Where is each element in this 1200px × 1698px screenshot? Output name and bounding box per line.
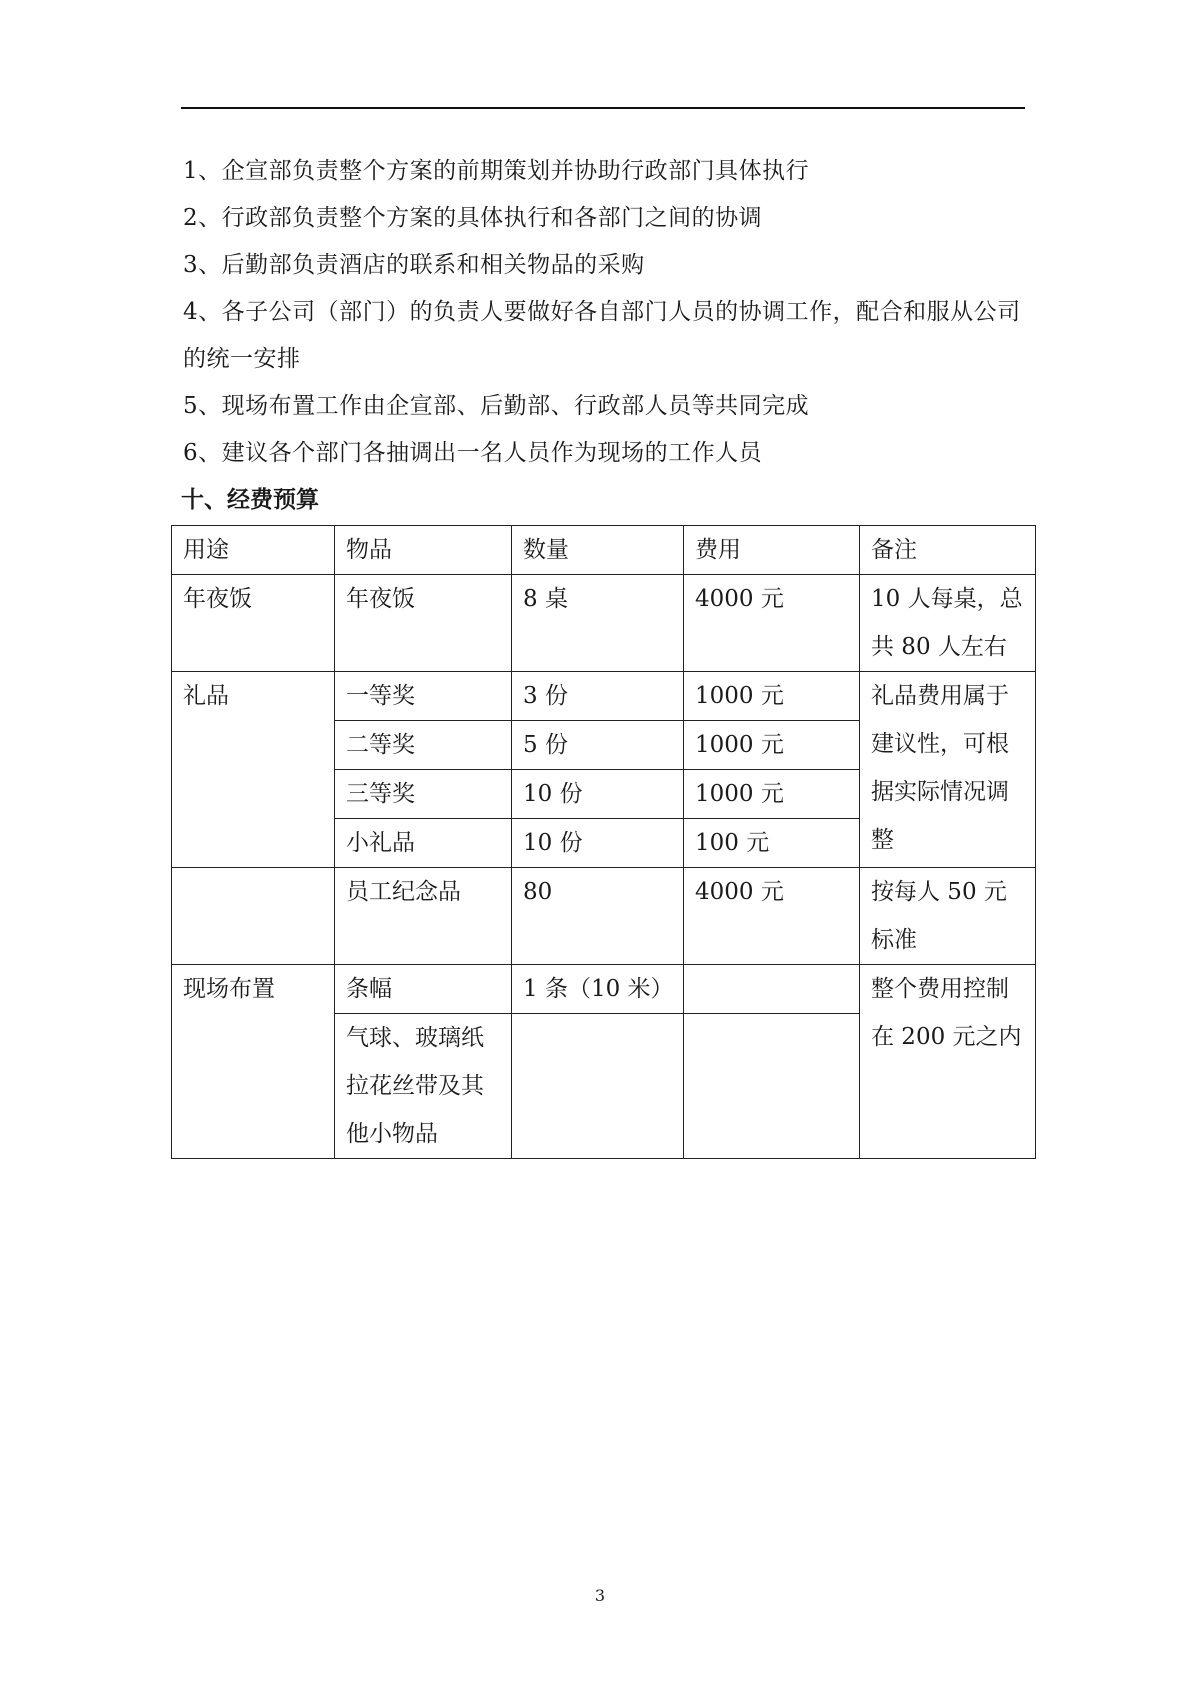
cell-purpose: 礼品: [172, 672, 335, 868]
header-cell-quantity: 数量: [512, 526, 684, 575]
list-item: 6、建议各个部门各抽调出一名人员作为现场的工作人员: [183, 440, 763, 466]
cell-cost: 4000 元: [684, 868, 860, 965]
cell-item: 三等奖: [335, 770, 512, 819]
cell-cost: 4000 元: [684, 575, 860, 672]
header-cell-item: 物品: [335, 526, 512, 575]
table-header-row: [172, 526, 1036, 575]
cell-cost: 1000 元: [684, 770, 860, 819]
budget-table: [171, 525, 1036, 1159]
cell-quantity: 80: [512, 868, 684, 965]
list-item: 4、各子公司（部门）的负责人要做好各自部门人员的协调工作，配合和服从公司的统一安排: [183, 299, 1021, 372]
list-item: 1、企宣部负责整个方案的前期策划并协助行政部门具体执行: [183, 158, 810, 184]
table-row: [172, 965, 1036, 1014]
header-cell-purpose: 用途: [172, 526, 335, 575]
header-rule: [181, 107, 1025, 109]
table-row: [172, 672, 1036, 721]
cell-purpose: [172, 868, 335, 965]
cell-quantity: [512, 1014, 684, 1159]
cell-quantity: 1 条（10 米）: [512, 965, 684, 1014]
cell-quantity: 10 份: [512, 770, 684, 819]
header-cell-note: 备注: [860, 526, 1036, 575]
cell-note: 按每人 50 元标准: [860, 868, 1036, 965]
cell-item: 一等奖: [335, 672, 512, 721]
page-number: 3: [594, 1586, 606, 1605]
cell-purpose: 现场布置: [172, 965, 335, 1159]
cell-quantity: 10 份: [512, 819, 684, 868]
cell-item: 条幅: [335, 965, 512, 1014]
cell-cost: 1000 元: [684, 672, 860, 721]
cell-item: 气球、玻璃纸拉花丝带及其他小物品: [335, 1014, 512, 1159]
cell-note: 10 人每桌，总共 80 人左右: [860, 575, 1036, 672]
table-row: [172, 575, 1036, 672]
cell-purpose: 年夜饭: [172, 575, 335, 672]
cell-cost: 1000 元: [684, 721, 860, 770]
cell-item: 小礼品: [335, 819, 512, 868]
cell-quantity: 3 份: [512, 672, 684, 721]
cell-cost: 100 元: [684, 819, 860, 868]
cell-quantity: 8 桌: [512, 575, 684, 672]
cell-note: 整个费用控制在 200 元之内: [860, 965, 1036, 1159]
cell-cost: [684, 1014, 860, 1159]
cell-cost: [684, 965, 860, 1014]
list-item: 2、行政部负责整个方案的具体执行和各部门之间的协调: [183, 205, 763, 231]
table-row: [172, 868, 1036, 965]
cell-item: 年夜饭: [335, 575, 512, 672]
cell-item: 二等奖: [335, 721, 512, 770]
section-heading: 十、经费预算: [181, 487, 319, 513]
list-item: 3、后勤部负责酒店的联系和相关物品的采购: [183, 252, 645, 278]
cell-item: 员工纪念品: [335, 868, 512, 965]
header-cell-cost: 费用: [684, 526, 860, 575]
cell-note: 礼品费用属于建议性，可根据实际情况调整: [860, 672, 1036, 868]
cell-quantity: 5 份: [512, 721, 684, 770]
responsibility-list: [183, 148, 1028, 477]
list-item: 5、现场布置工作由企宣部、后勤部、行政部人员等共同完成: [183, 393, 810, 419]
